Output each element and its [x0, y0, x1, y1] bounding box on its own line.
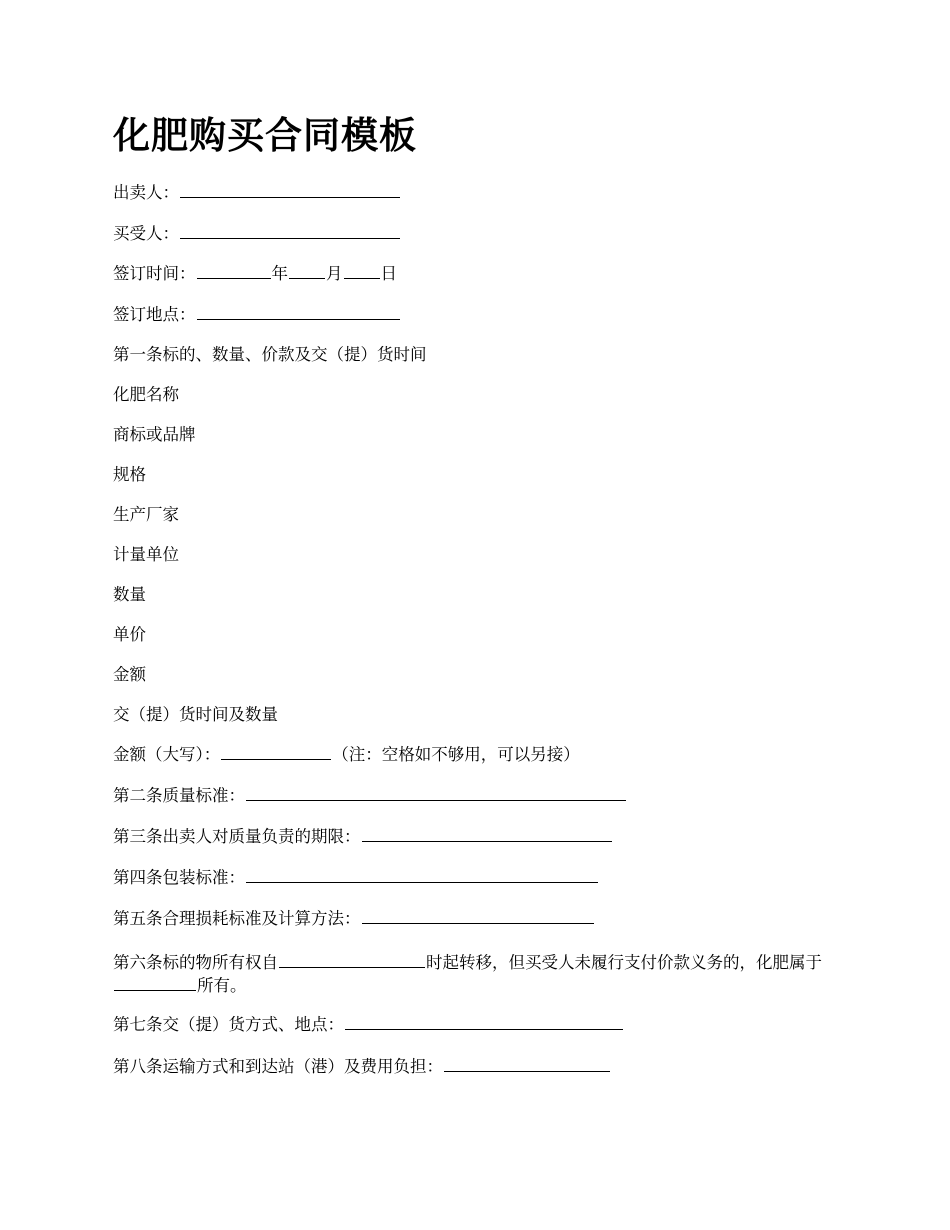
article-7-label: 第七条交（提）货方式、地点：	[113, 1015, 344, 1034]
sign-time-label: 签订时间：	[113, 264, 196, 283]
article-5	[113, 908, 595, 930]
article-2-label: 第二条质量标准：	[113, 786, 245, 805]
article-6	[113, 951, 843, 997]
article-6-time-blank[interactable]	[279, 952, 425, 968]
buyer-line	[113, 223, 401, 245]
sign-time-line	[113, 263, 397, 285]
article-7	[113, 1014, 624, 1036]
sign-place-label: 签订地点：	[113, 305, 196, 324]
amount-note: （注：空格如不够用，可以另接）	[332, 745, 580, 764]
year-blank[interactable]	[197, 263, 271, 279]
article-4-label: 第四条包装标准：	[113, 868, 245, 887]
article-2-blank[interactable]	[246, 785, 626, 801]
article-3	[113, 826, 613, 848]
item-quantity: 数量	[113, 585, 146, 604]
article-6-part-a: 第六条标的物所有权自	[113, 953, 278, 972]
month-label: 月	[326, 264, 343, 283]
article-8-label: 第八条运输方式和到达站（港）及费用负担：	[113, 1057, 443, 1076]
seller-blank[interactable]	[180, 182, 400, 198]
article-3-blank[interactable]	[362, 826, 612, 842]
amount-line	[113, 744, 580, 766]
article-3-label: 第三条出卖人对质量负责的期限：	[113, 827, 361, 846]
article-5-blank[interactable]	[362, 908, 594, 924]
item-amount: 金额	[113, 665, 146, 684]
article-8-blank[interactable]	[444, 1056, 610, 1072]
item-brand: 商标或品牌	[113, 425, 196, 444]
amount-label: 金额（大写）：	[113, 745, 221, 764]
article-4	[113, 867, 599, 889]
item-manufacturer: 生产厂家	[113, 505, 179, 524]
day-blank[interactable]	[344, 263, 380, 279]
article-6-part-b: 时起转移，但买受人未履行支付价款义务的，化肥属于	[426, 953, 822, 972]
month-blank[interactable]	[289, 263, 325, 279]
item-spec: 规格	[113, 465, 146, 484]
article-6-owner-blank[interactable]	[114, 975, 196, 991]
amount-blank[interactable]	[221, 744, 331, 760]
item-fertilizer-name: 化肥名称	[113, 385, 179, 404]
buyer-label: 买受人：	[113, 224, 179, 243]
item-delivery-time: 交（提）货时间及数量	[113, 705, 278, 724]
item-unit-price: 单价	[113, 625, 146, 644]
article-2	[113, 785, 627, 807]
day-label: 日	[380, 264, 397, 283]
article-6-part-c: 所有。	[197, 976, 247, 995]
sign-place-blank[interactable]	[197, 304, 400, 320]
article-5-label: 第五条合理损耗标准及计算方法：	[113, 909, 361, 928]
sign-place-line	[113, 304, 401, 326]
buyer-blank[interactable]	[180, 223, 400, 239]
article-4-blank[interactable]	[246, 867, 598, 883]
article-1: 第一条标的、数量、价款及交（提）货时间	[113, 345, 427, 364]
document-title: 化肥购买合同模板	[113, 114, 417, 157]
seller-label: 出卖人：	[113, 183, 179, 202]
article-7-blank[interactable]	[345, 1014, 623, 1030]
article-8	[113, 1056, 611, 1078]
item-unit: 计量单位	[113, 545, 179, 564]
year-label: 年	[271, 264, 288, 283]
seller-line	[113, 182, 401, 204]
